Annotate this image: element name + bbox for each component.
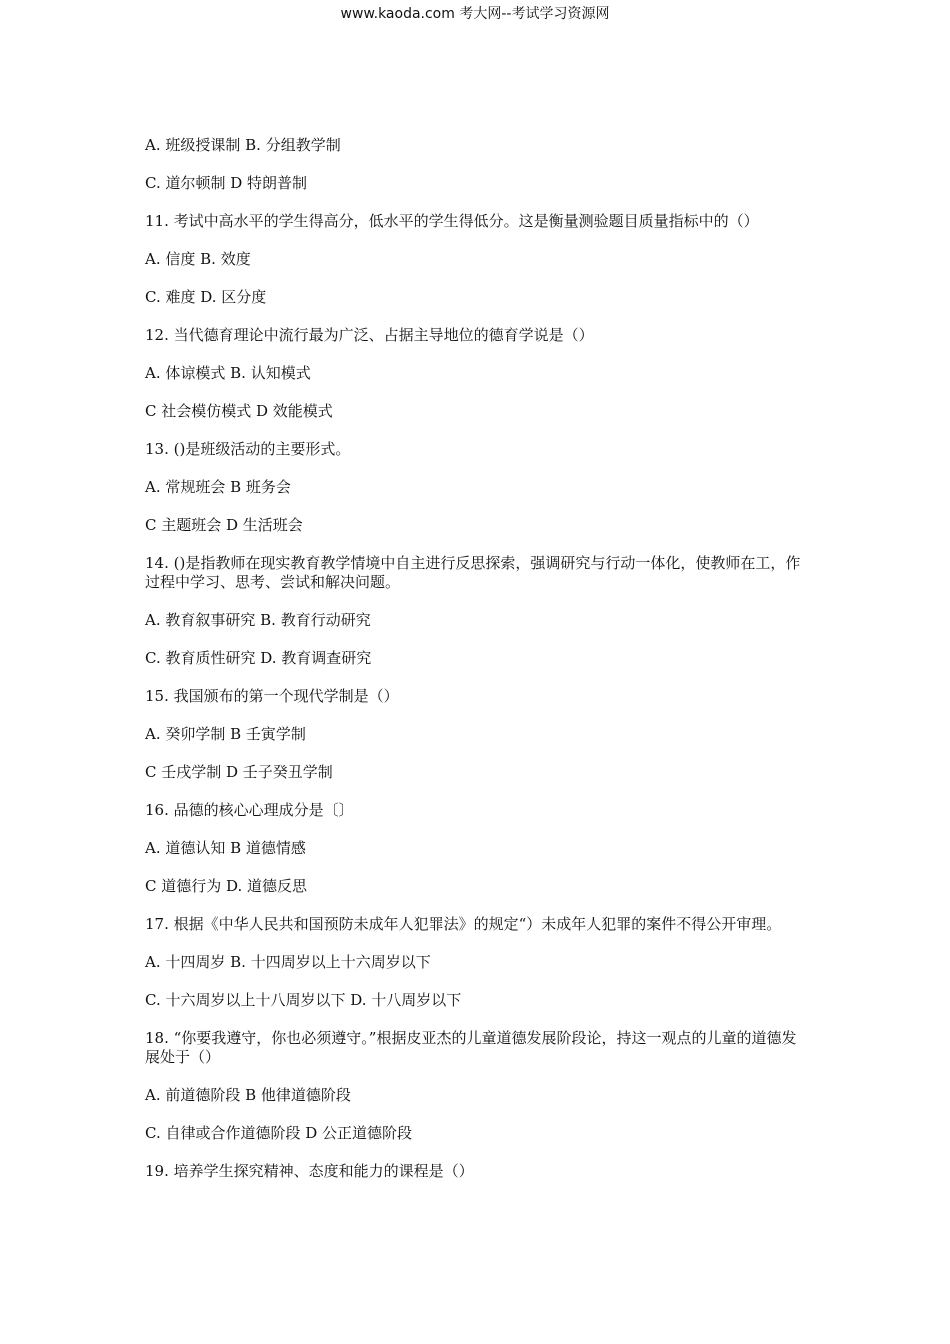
document-body — [145, 136, 810, 1200]
option-line: C. 自律或合作道德阶段 D 公正道德阶段 — [145, 1124, 413, 1142]
option-line: C. 难度 D. 区分度 — [145, 288, 267, 306]
question-13: 13. ()是班级活动的主要形式。 — [145, 440, 351, 458]
question-17: 17. 根据《中华人民共和国预防未成年人犯罪法》的规定“）未成年人犯罪的案件不得公开审理。 — [145, 915, 782, 933]
option-line: C 社会模仿模式 D 效能模式 — [145, 402, 333, 420]
option-line: A. 常规班会 B 班务会 — [145, 478, 291, 496]
question-15: 15. 我国颁布的第一个现代学制是（） — [145, 687, 399, 705]
question-19: 19. 培养学生探究精神、态度和能力的课程是（） — [145, 1162, 474, 1180]
option-line: C 主题班会 D 生活班会 — [145, 516, 303, 534]
option-line: C. 十六周岁以上十八周岁以下 D. 十八周岁以下 — [145, 991, 462, 1009]
option-line: A. 十四周岁 B. 十四周岁以上十六周岁以下 — [145, 953, 431, 971]
option-line: A. 体谅模式 B. 认知模式 — [145, 364, 311, 382]
question-11: 11. 考试中高水平的学生得高分，低水平的学生得低分。这是衡量测验题目质量指标中的（） — [145, 212, 759, 230]
question-18: 18. “你要我遵守，你也必须遵守。”根据皮亚杰的儿童道德发展阶段论，持这一观点的儿童的道德发展处于（） — [145, 1029, 797, 1066]
option-line: A. 教育叙事研究 B. 教育行动研究 — [145, 611, 371, 629]
option-line: C. 教育质性研究 D. 教育调查研究 — [145, 649, 372, 667]
page-header: www.kaoda.com 考大网--考试学习资源网 — [340, 6, 610, 22]
option-line: C. 道尔顿制 D 特朗普制 — [145, 174, 308, 192]
option-line: C 壬戌学制 D 壬子癸丑学制 — [145, 763, 333, 781]
question-12: 12. 当代德育理论中流行最为广泛、占据主导地位的德育学说是（） — [145, 326, 594, 344]
option-line: A. 班级授课制 B. 分组教学制 — [145, 136, 341, 154]
option-line: A. 信度 B. 效度 — [145, 250, 251, 268]
question-14: 14. ()是指教师在现实教育教学情境中自主进行反思探索，强调研究与行动一体化，使教师在工，作过程中学习、思考、尝试和解决问题。 — [145, 554, 801, 591]
option-line: A. 道德认知 B 道德情感 — [145, 839, 306, 857]
option-line: A. 前道德阶段 B 他律道德阶段 — [145, 1086, 351, 1104]
option-line: A. 癸卯学制 B 壬寅学制 — [145, 725, 306, 743]
option-line: C 道德行为 D. 道德反思 — [145, 877, 308, 895]
question-16: 16. 品德的核心心理成分是〔〕 — [145, 801, 354, 819]
